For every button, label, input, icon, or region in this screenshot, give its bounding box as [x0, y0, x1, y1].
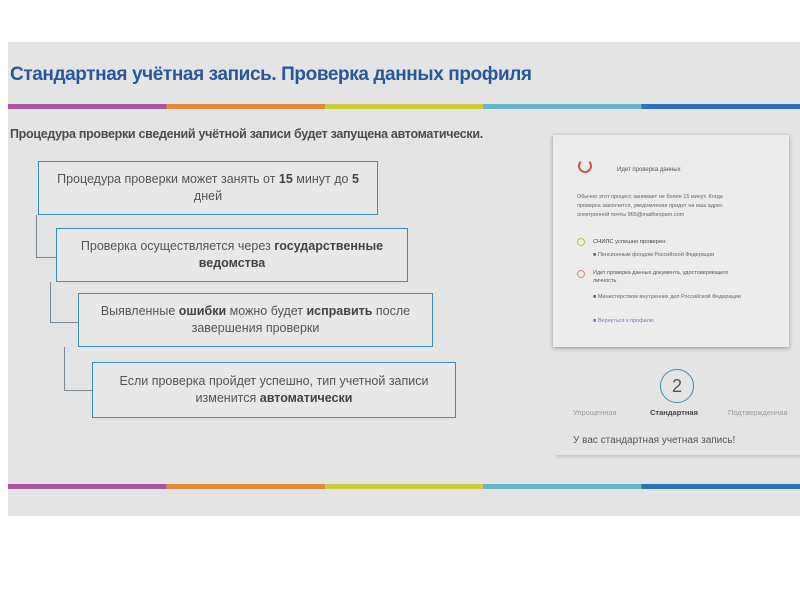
back-to-profile-link[interactable]: ■ Вернуться к профилю: [593, 318, 655, 324]
card-heading: Идет проверка данных: [617, 167, 681, 173]
slide-title: Стандартная учётная запись. Проверка данных профиля: [10, 64, 532, 85]
step-number-circle: 2: [660, 369, 694, 403]
check-circle-icon: [577, 238, 585, 246]
card-item-subtitle: ■ Министерством внутренних дел Российской Федерации: [593, 294, 741, 300]
tree-connector: [50, 322, 78, 323]
step-box-success: Если проверка пройдет успешно, тип учетной записи изменится автоматически: [92, 362, 456, 418]
account-type-standard: Стандартная: [650, 408, 698, 417]
tree-connector: [64, 347, 65, 391]
slide-subtitle: Процедура проверки сведений учётной записи будет запущена автоматически.: [10, 127, 483, 141]
card-item-subtitle: ■ Пенсионным фондом Российской Федерации: [593, 252, 715, 258]
card-shadow: [556, 455, 800, 459]
step-box-duration: Процедура проверки может занять от 15 минут до 5 дней: [38, 161, 378, 215]
tree-connector: [36, 215, 37, 258]
step-box-errors: Выявленные ошибки можно будет исправить после завершения проверки: [78, 293, 433, 347]
verification-card-screenshot: [553, 135, 789, 347]
top-color-stripe: [8, 104, 800, 109]
account-status-message: У вас стандартная учетная запись!: [573, 435, 736, 446]
bottom-color-stripe: [8, 484, 800, 489]
card-item-title: СНИЛС успешно проверен: [593, 239, 666, 245]
card-item-title: Идет проверка данных документа, удостоверяющего личность: [593, 270, 729, 284]
loading-spinner-icon: [578, 159, 592, 173]
tree-connector: [50, 282, 51, 322]
pending-circle-icon: [577, 270, 585, 278]
step-box-agencies: Проверка осуществляется через государственные ведомства: [56, 228, 408, 282]
presentation-slide: [8, 42, 800, 516]
account-type-confirmed: Подтвержденная: [728, 408, 788, 417]
tree-connector: [36, 257, 56, 258]
account-type-simplified: Упрощенная: [573, 408, 617, 417]
card-description: Обычно этот процесс занимает не более 15 минут. Когда проверка закончится, уведомление придет на ваш адрес электронной почты 965@mailforspam.com: [577, 194, 723, 218]
tree-connector: [64, 390, 92, 391]
